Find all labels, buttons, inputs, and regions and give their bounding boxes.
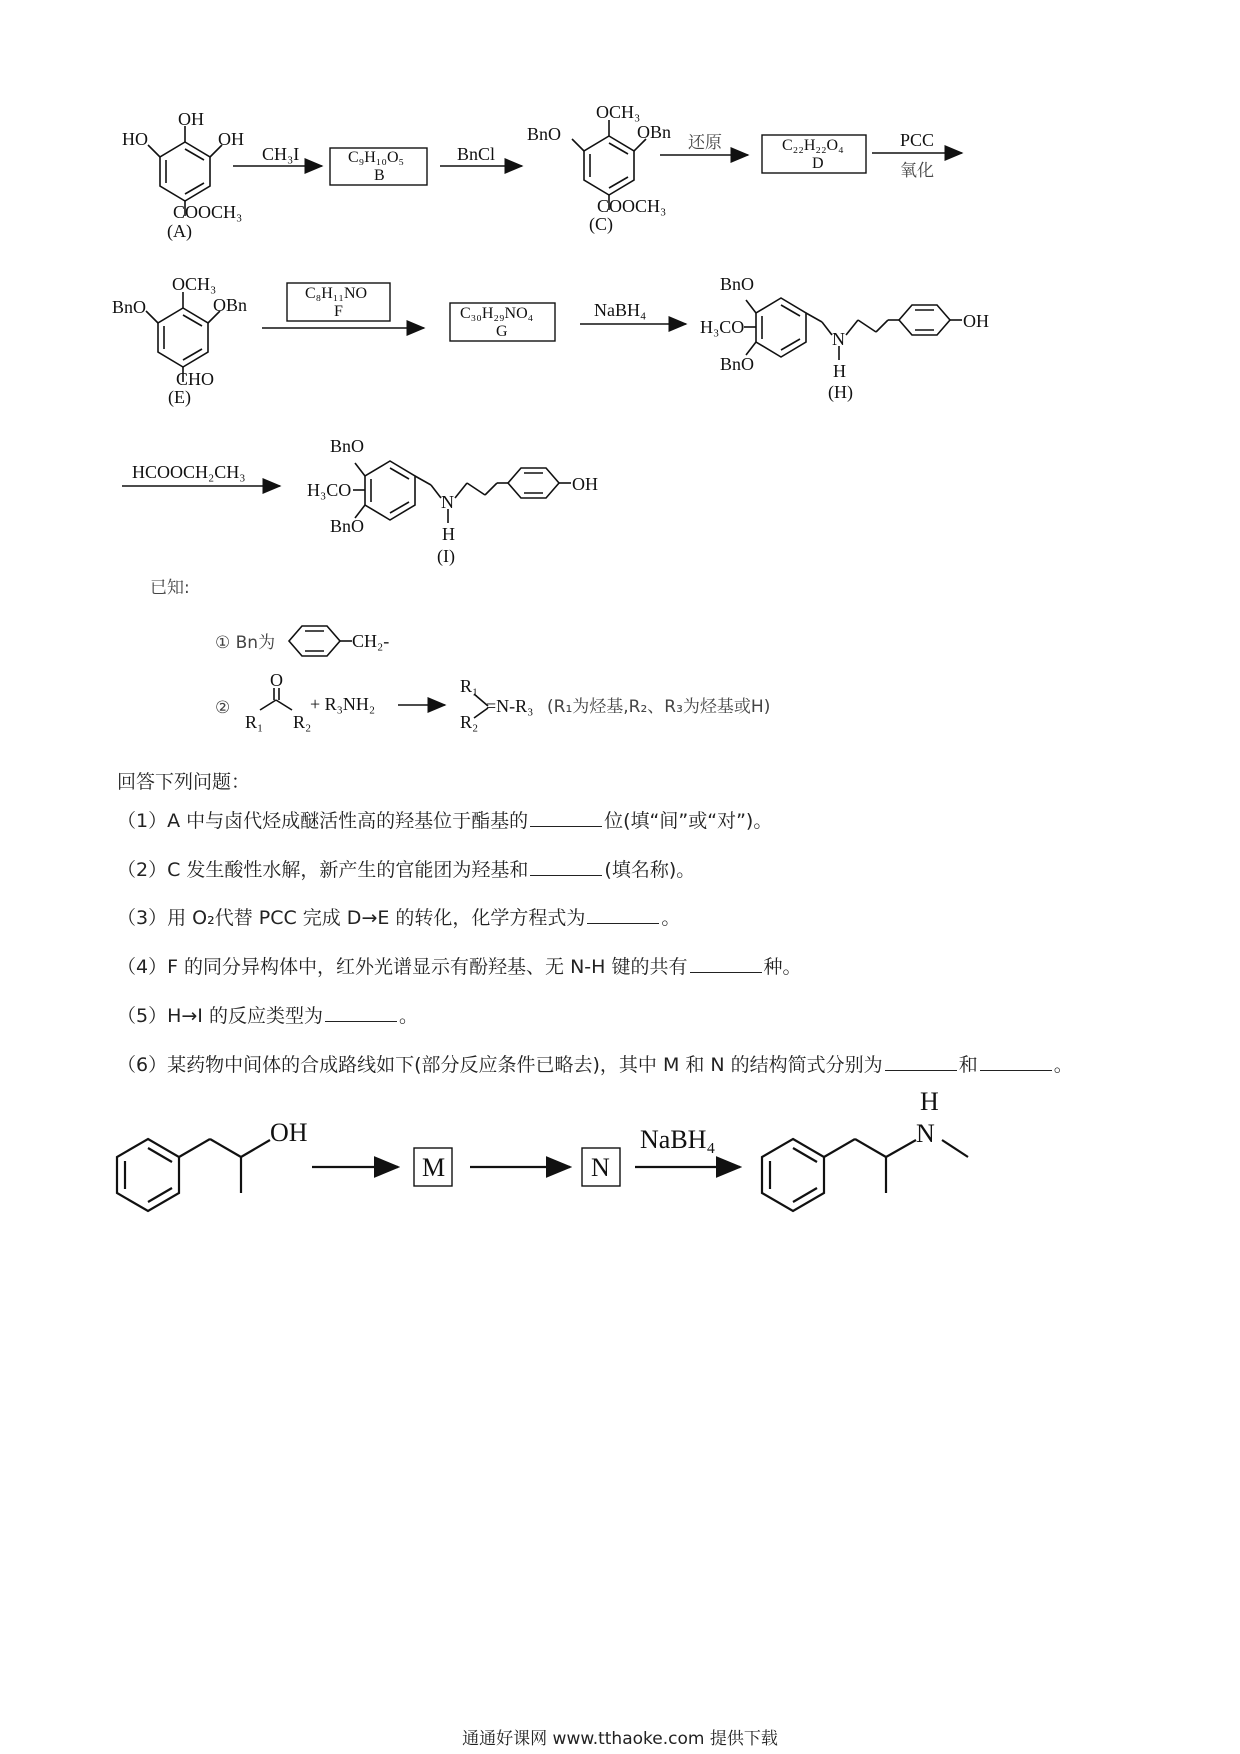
c-obn: OBn: [637, 122, 672, 142]
h-bno-bottom: BnO: [720, 354, 755, 374]
d-formula: C₂₂H₂₂O₄: [782, 137, 844, 154]
q6-text-b: 和: [958, 1054, 978, 1076]
c-ester: COOCH₃: [597, 196, 667, 216]
i-label: (I): [437, 546, 455, 566]
q4-text-b: 种。: [763, 956, 802, 978]
q1-blank: [530, 825, 602, 827]
h-h: H: [833, 361, 846, 381]
route6-reagent: NaBH₄: [640, 1125, 716, 1154]
b-formula: C₉H₁₀O₅: [348, 149, 405, 166]
reagent-bncl: BnCl: [457, 144, 496, 164]
q6-blank-n: [980, 1069, 1052, 1071]
e-obn: OBn: [213, 295, 248, 315]
question-3: [117, 903, 680, 930]
e-label: (E): [168, 387, 191, 407]
a-ester: COOCH₃: [173, 202, 243, 222]
q1-text-b: 位(填“间”或“对”)。: [604, 810, 773, 832]
h-h3co: H₃CO: [700, 317, 745, 337]
q5-text-b: 。: [398, 1005, 418, 1027]
c-och3: OCH₃: [596, 102, 641, 122]
a-label: (A): [167, 221, 192, 241]
b-label: B: [374, 167, 385, 184]
reagent-oxidation: 氧化: [900, 161, 934, 181]
known-title: 已知:: [150, 578, 190, 598]
route6-n: N: [591, 1153, 610, 1182]
h-n: N: [832, 329, 845, 349]
q6-text-c: 。: [1053, 1054, 1073, 1076]
known-1-prefix: ① Bn为: [215, 633, 276, 653]
route6-product: [762, 1087, 968, 1211]
route6-prod-h: H: [920, 1087, 939, 1116]
q3-text-b: 。: [661, 907, 681, 929]
g-label: G: [496, 323, 508, 340]
known-2-prod: =N-R₃: [486, 696, 534, 716]
questions-intro: 回答下列问题：: [117, 771, 251, 793]
e-bno: BnO: [112, 297, 147, 317]
reagent-reduce: 还原: [688, 133, 722, 153]
known-2-r1: R₁: [245, 712, 264, 732]
compound-h: [700, 274, 989, 403]
f-formula: C₈H₁₁NO: [305, 285, 368, 302]
h-label: (H): [828, 382, 853, 402]
compound-i: [307, 436, 598, 567]
i-h3co: H₃CO: [307, 480, 352, 500]
compound-e: [112, 274, 247, 408]
q3-text-a: （3）用 O₂代替 PCC 完成 D→E 的转化，化学方程式为: [117, 907, 586, 929]
known-2-r2: R₂: [293, 712, 312, 732]
known-2-plus: + R₃NH₂: [310, 694, 376, 714]
reagent-ch3i: CH₃I: [262, 144, 300, 164]
a-oh-top: OH: [178, 109, 204, 129]
q5-text-a: （5）H→I 的反应类型为: [117, 1005, 323, 1027]
d-label: D: [812, 155, 824, 172]
q6-text-a: （6）某药物中间体的合成路线如下(部分反应条件已略去)，其中 M 和 N 的结构简式分别为: [117, 1054, 883, 1076]
reagent-pcc: PCC: [900, 130, 935, 150]
i-n: N: [441, 492, 454, 512]
route6-oh: OH: [270, 1118, 308, 1147]
route6-start: [117, 1118, 308, 1211]
known-2-prod-r2: R₂: [460, 712, 479, 732]
i-h: H: [442, 524, 455, 544]
reagent-formate: HCOOCH₂CH₃: [132, 462, 246, 482]
question-6: [117, 1050, 1073, 1077]
q1-text-a: （1）A 中与卤代烃成醚活性高的羟基位于酯基的: [117, 810, 529, 832]
question-5: [117, 1001, 418, 1028]
q5-blank: [325, 1020, 397, 1022]
benzyl-structure: [289, 626, 352, 656]
question-4: [117, 952, 802, 979]
q4-text-a: （4）F 的同分异构体中，红外光谱显示有酚羟基、无 N-H 键的共有: [117, 956, 688, 978]
h-bno-top: BnO: [720, 274, 755, 294]
known-2-o: O: [270, 670, 283, 690]
f-label: F: [334, 303, 343, 320]
a-oh-right: OH: [218, 129, 244, 149]
e-cho: CHO: [176, 369, 215, 389]
known-2-num: ②: [215, 698, 231, 718]
q2-text-b: (填名称)。: [604, 859, 696, 881]
route6-prod-n: N: [916, 1119, 935, 1148]
e-och3: OCH₃: [172, 274, 217, 294]
known-1-group: CH₂-: [352, 631, 390, 651]
g-formula: C₃₀H₂₉NO₄: [460, 305, 534, 322]
question-1: [117, 806, 772, 833]
reagent-nabh4: NaBH₄: [594, 300, 647, 320]
compound-a: [122, 109, 244, 242]
question-2: [117, 855, 695, 882]
h-oh: OH: [963, 311, 989, 331]
carbonyl-structure: [260, 688, 292, 710]
q2-text-a: （2）C 发生酸性水解，新产生的官能团为羟基和: [117, 859, 529, 881]
q3-blank: [587, 922, 659, 924]
i-bno-bottom: BnO: [330, 516, 365, 536]
compound-c: [527, 102, 671, 235]
q2-blank: [530, 874, 602, 876]
c-label: (C): [589, 214, 613, 234]
i-bno-top: BnO: [330, 436, 365, 456]
c-bno: BnO: [527, 124, 562, 144]
known-2-note: (R₁为烃基,R₂、R₃为烃基或H): [547, 697, 771, 717]
known-2-prod-r1: R₁: [460, 676, 479, 696]
a-ho-left: HO: [122, 129, 148, 149]
i-oh: OH: [572, 474, 598, 494]
footer-source: 通通好课网 www.tthaoke.com 提供下载: [462, 1729, 778, 1749]
q6-blank-m: [885, 1069, 957, 1071]
route6-m: M: [422, 1153, 446, 1182]
q4-blank: [690, 971, 762, 973]
